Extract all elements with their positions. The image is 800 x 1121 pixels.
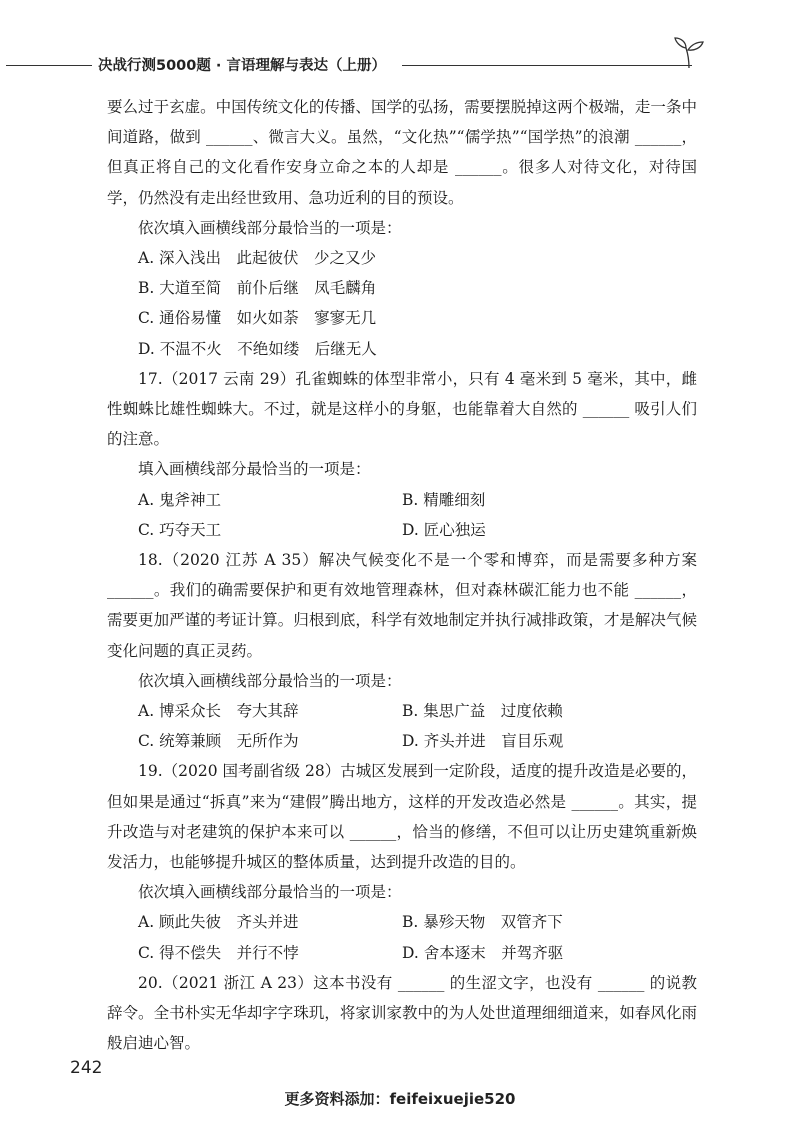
- q17-options-row-2: [107, 515, 697, 545]
- q18-option-c: C. 统筹兼顾 无所作为: [138, 732, 299, 751]
- header-rule-right: [402, 65, 692, 66]
- q16-option-b: B. 大道至简 前仆后继 凤毛麟角: [138, 279, 377, 298]
- q16-option-c: C. 通俗易懂 如火如荼 寥寥无几: [138, 309, 377, 328]
- q16-passage-continued: 要么过于玄虚。中国传统文化的传播、国学的弘扬，需要摆脱掉这两个极端，走一条中间道路，做到 ______、微言大义。虽然，“文化热”“儒学热”“国学热”的浪潮 ______，但真正将自己的文化看作安身立命之本的人却是 ______。很多人对待文化，对待国学，仍然没有走出经世致用、急功近利的目的预设。: [107, 98, 697, 207]
- q17-option-b: B. 精雕细刻: [402, 490, 486, 509]
- q19-text: 19.（2020 国考副省级 28）古城区发展到一定阶段，适度的提升改造是必要的，但如果是通过“拆真”来为“建假”腾出地方，这样的开发改造必然是 ______。其实，提升改造与对老建筑的保护本来可以 ______，恰当的修缮，不但可以让历史建筑重新焕发活力，也能够提升城区的整体质量，达到提升改造的目的。: [107, 762, 697, 872]
- q19-options-row-2: [107, 938, 697, 968]
- q17-options-row-1: [107, 485, 697, 515]
- q19-option-d: D. 舍本逐末 并驾齐驱: [402, 943, 564, 962]
- q16-option-a: A. 深入浅出 此起彼伏 少之又少: [138, 249, 377, 268]
- q17-option-d: D. 匠心独运: [402, 520, 486, 539]
- q18-option-a: A. 博采众长 夸大其辞: [138, 702, 299, 721]
- q18-options-row-2: [107, 726, 697, 756]
- q17-text: 17.（2017 云南 29）孔雀蜘蛛的体型非常小，只有 4 毫米到 5 毫米，其中，雌性蜘蛛比雄性蜘蛛大。不过，就是这样小的身躯，也能靠着大自然的 ______ 吸引人们的注意。: [107, 369, 697, 449]
- page-number: 242: [70, 1058, 103, 1078]
- q18-text: 18.（2020 江苏 A 35）解决气候变化不是一个零和博弈，而是需要多种方案 ______。我们的确需要保护和更有效地管理森林，但对森林碳汇能力也不能 ______，需要更加严谨的考证计算。归根到底，科学有效地制定并执行减排政策，才是解决气候变化问题的真正灵药。: [107, 551, 697, 660]
- q19-options-row-1: [107, 907, 697, 937]
- footer-note: 更多资料添加：feifeixuejie520: [284, 1090, 516, 1108]
- q19-option-c: C. 得不偿失 并行不悖: [138, 943, 299, 962]
- q16-prompt: 依次填入画横线部分最恰当的一项是：: [138, 218, 402, 237]
- q17-prompt: 填入画横线部分最恰当的一项是：: [138, 460, 371, 479]
- q17-option-a: A. 鬼斧神工: [138, 490, 222, 509]
- q18-option-d: D. 齐头并进 盲目乐观: [402, 732, 564, 751]
- q17-option-c: C. 巧夺天工: [138, 520, 222, 539]
- q18-prompt: 依次填入画横线部分最恰当的一项是：: [138, 671, 402, 690]
- q18-options-row-1: [107, 696, 697, 726]
- q19-prompt: 依次填入画横线部分最恰当的一项是：: [138, 883, 402, 902]
- q20-text: 20.（2021 浙江 A 23）这本书没有 ______ 的生涩文字，也没有 ______ 的说教辞令。全书朴实无华却字字珠玑，将家训家教中的为人处世道理细细道来，如春风化雨般启迪心智。: [107, 973, 697, 1053]
- q19-option-a: A. 顾此失彼 齐头并进: [138, 913, 299, 932]
- page-content: [107, 92, 697, 1059]
- header-rule-left: [6, 65, 92, 66]
- book-title: 决战行测5000题 · 言语理解与表达（上册）: [98, 58, 386, 74]
- sprout-icon: [672, 36, 706, 70]
- q18-option-b: B. 集思广益 过度依赖: [402, 702, 563, 721]
- q19-option-b: B. 暴殄天物 双管齐下: [402, 913, 563, 932]
- q16-option-d: D. 不温不火 不绝如缕 后继无人: [138, 339, 377, 358]
